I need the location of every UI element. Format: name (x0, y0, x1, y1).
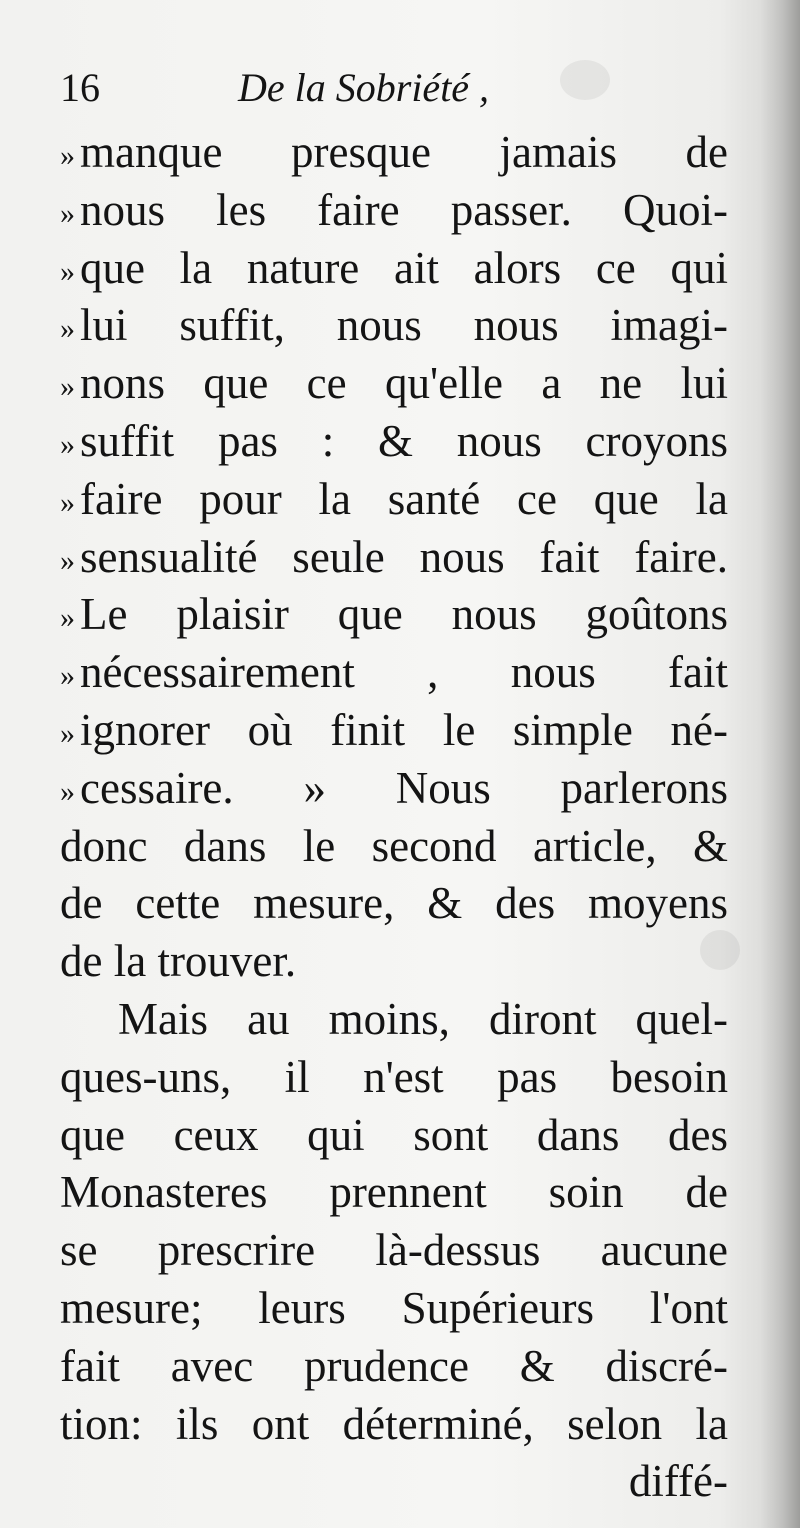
text-line (60, 413, 728, 471)
quote-mark: » (60, 254, 74, 288)
text-line (60, 644, 728, 702)
paragraph-start-line: Mais au moins, diront quel- (118, 993, 728, 1044)
page-number: 16 (60, 65, 100, 110)
text-line: donc dans le second article, & (60, 820, 728, 871)
page-header (60, 58, 740, 118)
line-text: lui suffit, nous nous imagi- (80, 300, 728, 351)
text-line (60, 182, 728, 240)
text-line: que ceux qui sont dans des (60, 1109, 728, 1160)
line-text: suffit pas : & nous croyons (80, 415, 728, 466)
quote-mark: » (60, 427, 74, 461)
running-head: De la Sobriété , (238, 65, 490, 110)
quote-mark: » (60, 543, 74, 577)
paragraph-end-line: de la trouver. (60, 936, 297, 987)
quote-mark: » (60, 716, 74, 750)
quote-mark: » (60, 196, 74, 230)
line-text: sensualité seule nous fait faire. (80, 531, 728, 582)
quote-mark: » (60, 370, 74, 404)
text-line: fait avec prudence & discré- (60, 1340, 728, 1391)
catchword: diffé- (628, 1456, 728, 1507)
quote-mark: » (60, 659, 74, 693)
line-text: Le plaisir que nous goûtons (80, 589, 728, 640)
text-line: Monasteres prennent soin de (60, 1167, 728, 1218)
line-text: que la nature ait alors ce qui (80, 242, 728, 293)
text-line (60, 471, 728, 529)
line-text: manque presque jamais de (80, 127, 728, 177)
text-line: tion: ils ont déterminé, selon la (60, 1398, 728, 1449)
line-text: nécessairement , nous fait (80, 647, 728, 698)
line-text: nous les faire passer. Quoi- (80, 184, 728, 235)
text-line: se prescrire là-dessus aucune (60, 1225, 728, 1276)
quote-mark: » (60, 774, 74, 808)
line-text: ignorer où finit le simple né- (80, 704, 728, 755)
text-line (60, 240, 728, 298)
quote-mark: » (60, 139, 74, 172)
quote-mark: » (60, 485, 74, 519)
line-text: cessaire. » Nous parlerons (80, 762, 728, 813)
text-line (60, 355, 728, 413)
line-text: nons que ce qu'elle a ne lui (80, 358, 728, 409)
text-line (60, 529, 728, 587)
text-line (60, 702, 728, 760)
text-line (60, 124, 728, 182)
text-line (60, 297, 728, 355)
text-line (60, 586, 728, 644)
body-text (60, 124, 728, 1511)
line-text: faire pour la santé ce que la (80, 473, 728, 524)
text-line: mesure; leurs Supérieurs l'ont (60, 1282, 728, 1333)
text-line (60, 760, 728, 818)
page-edge-shadow (760, 0, 800, 1528)
text-line: de cette mesure, & des moyens (60, 878, 728, 929)
quote-mark: » (60, 601, 74, 635)
quote-mark: » (60, 312, 74, 346)
text-line: ques-uns, il n'est pas besoin (60, 1051, 728, 1102)
